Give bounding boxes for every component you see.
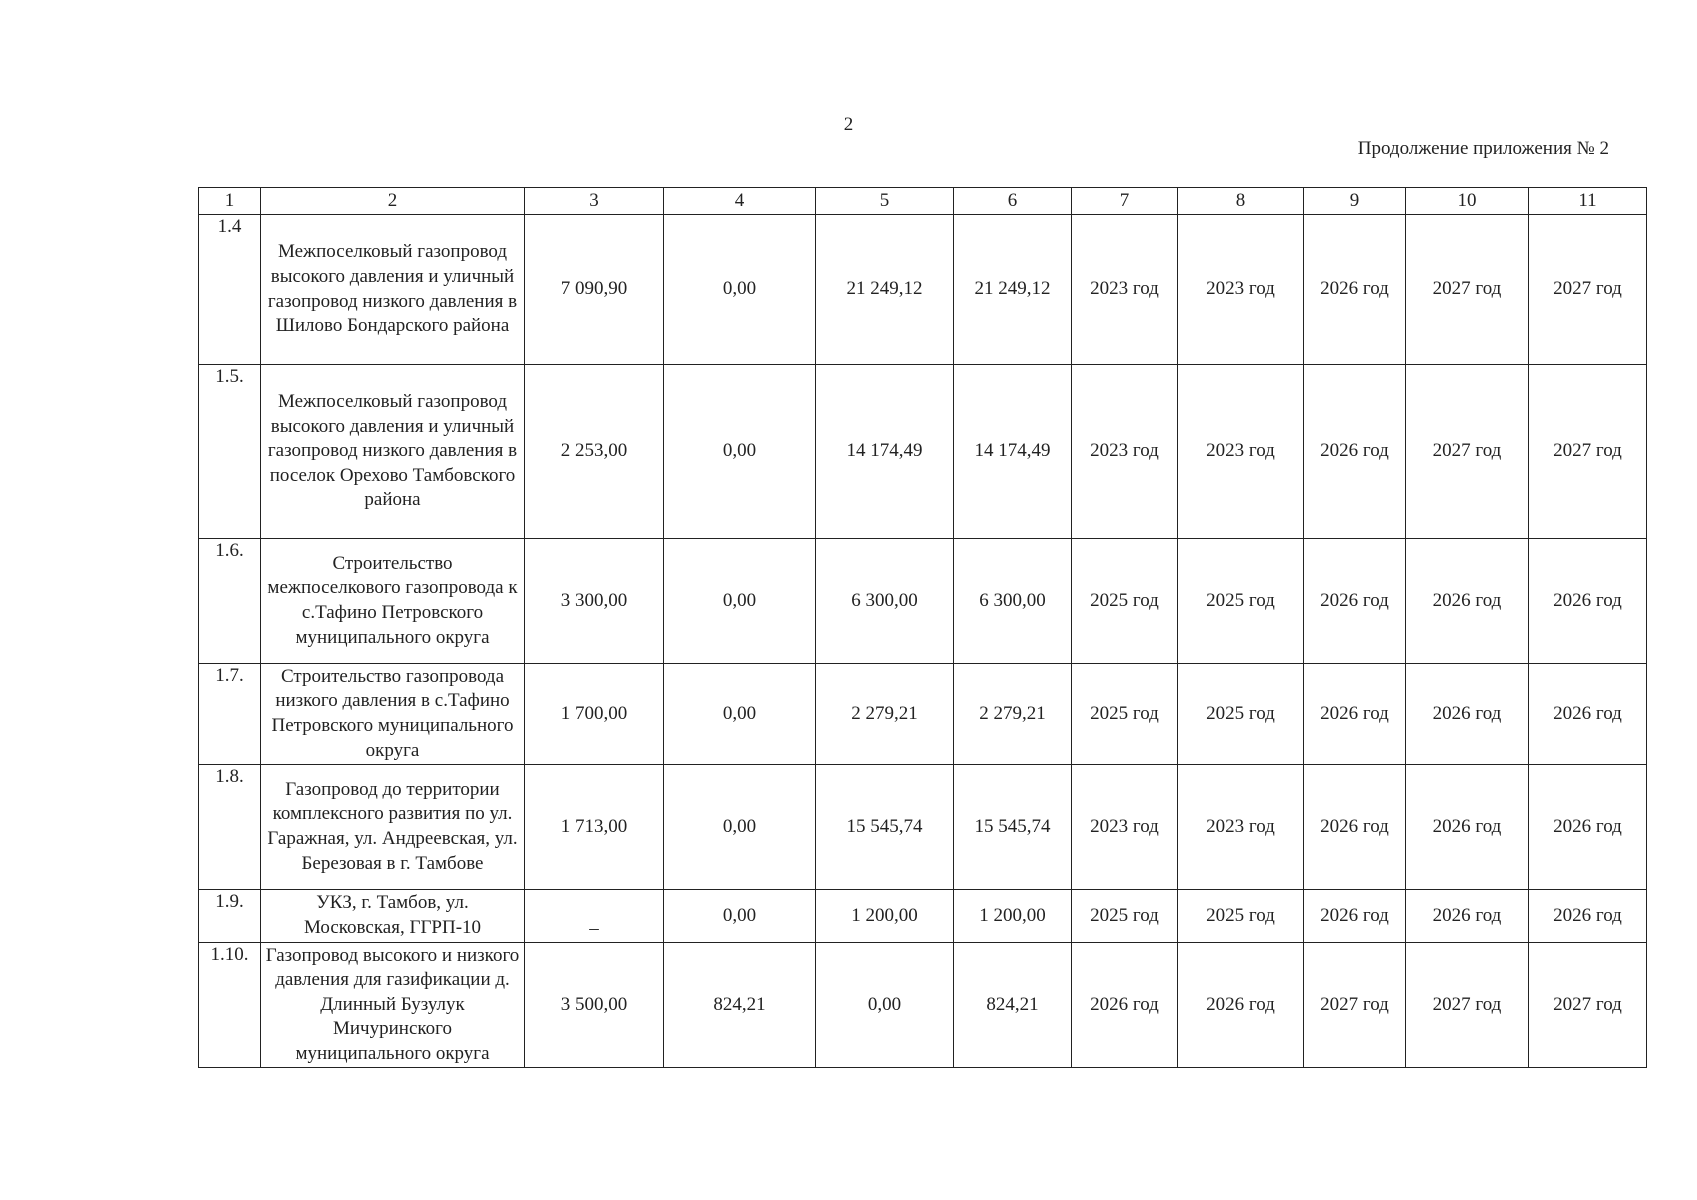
cell-col-3: 3 300,00 [525,539,664,664]
header-col-2: 2 [261,188,525,215]
object-name: Межпоселковый газопровод высокого давления и уличный газопровод низкого давления в поселок Орехово Тамбовского района [261,365,525,539]
cell-col-10: 2026 год [1406,539,1529,664]
cell-col-5: 14 174,49 [816,365,954,539]
table-row [199,943,1647,1068]
table-row [199,365,1647,539]
cell-col-8: 2025 год [1178,890,1304,943]
cell-col-5: 1 200,00 [816,890,954,943]
cell-col-7: 2023 год [1072,365,1178,539]
cell-col-7: 2025 год [1072,539,1178,664]
cell-col-11: 2027 год [1529,215,1647,365]
object-name: УКЗ, г. Тамбов, ул. Московская, ГГРП-10 [261,890,525,943]
table-row [199,890,1647,943]
table-row [199,539,1647,664]
header-col-3: 3 [525,188,664,215]
cell-col-4: 0,00 [664,215,816,365]
cell-col-9: 2026 год [1304,765,1406,890]
cell-col-3: 7 090,90 [525,215,664,365]
row-number: 1.7. [199,664,261,765]
cell-col-4: 0,00 [664,365,816,539]
object-name: Строительство межпоселкового газопровода к с.Тафино Петровского муниципального округа [261,539,525,664]
table-body [199,215,1647,1068]
row-number: 1.6. [199,539,261,664]
cell-col-9: 2026 год [1304,890,1406,943]
cell-col-8: 2023 год [1178,365,1304,539]
cell-col-8: 2023 год [1178,765,1304,890]
table-header [199,188,1647,215]
cell-col-9: 2026 год [1304,215,1406,365]
cell-col-10: 2027 год [1406,365,1529,539]
header-col-10: 10 [1406,188,1529,215]
cell-col-11: 2026 год [1529,539,1647,664]
header-row [199,188,1647,215]
cell-col-5: 2 279,21 [816,664,954,765]
cell-col-7: 2023 год [1072,215,1178,365]
cell-col-10: 2026 год [1406,890,1529,943]
cell-col-5: 6 300,00 [816,539,954,664]
cell-col-4: 0,00 [664,539,816,664]
cell-col-6: 21 249,12 [954,215,1072,365]
page-number: 2 [843,114,854,135]
cell-col-5: 21 249,12 [816,215,954,365]
cell-col-7: 2025 год [1072,664,1178,765]
table-row [199,215,1647,365]
appendix-continuation-label: Продолжение приложения № 2 [1357,138,1609,159]
cell-col-11: 2026 год [1529,890,1647,943]
cell-col-11: 2026 год [1529,664,1647,765]
cell-col-8: 2025 год [1178,539,1304,664]
cell-col-6: 2 279,21 [954,664,1072,765]
cell-col-6: 1 200,00 [954,890,1072,943]
cell-col-11: 2027 год [1529,943,1647,1068]
cell-col-5: 15 545,74 [816,765,954,890]
cell-col-3: 2 253,00 [525,365,664,539]
cell-col-9: 2026 год [1304,664,1406,765]
cell-col-5: 0,00 [816,943,954,1068]
row-number: 1.9. [199,890,261,943]
cell-col-9: 2027 год [1304,943,1406,1068]
cell-col-10: 2027 год [1406,215,1529,365]
cell-col-8: 2025 год [1178,664,1304,765]
cell-col-10: 2027 год [1406,943,1529,1068]
header-col-7: 7 [1072,188,1178,215]
cell-col-6: 6 300,00 [954,539,1072,664]
cell-col-11: 2026 год [1529,765,1647,890]
cell-col-7: 2026 год [1072,943,1178,1068]
cell-col-9: 2026 год [1304,365,1406,539]
cell-col-8: 2023 год [1178,215,1304,365]
header-col-8: 8 [1178,188,1304,215]
cell-col-4: 0,00 [664,890,816,943]
data-table [198,187,1647,1068]
header-col-9: 9 [1304,188,1406,215]
object-name: Межпоселковый газопровод высокого давления и уличный газопровод низкого давления в Шилово Бондарского района [261,215,525,365]
cell-col-3: 1 700,00 [525,664,664,765]
cell-col-9: 2026 год [1304,539,1406,664]
row-number: 1.5. [199,365,261,539]
cell-col-3: 3 500,00 [525,943,664,1068]
cell-col-8: 2026 год [1178,943,1304,1068]
cell-col-7: 2025 год [1072,890,1178,943]
header-col-5: 5 [816,188,954,215]
cell-col-4: 0,00 [664,765,816,890]
header-col-11: 11 [1529,188,1647,215]
cell-col-4: 0,00 [664,664,816,765]
header-col-4: 4 [664,188,816,215]
cell-col-3: 1 713,00 [525,765,664,890]
row-number: 1.4 [199,215,261,365]
row-number: 1.10. [199,943,261,1068]
cell-col-11: 2027 год [1529,365,1647,539]
cell-col-6: 824,21 [954,943,1072,1068]
cell-col-6: 15 545,74 [954,765,1072,890]
header-col-6: 6 [954,188,1072,215]
row-number: 1.8. [199,765,261,890]
table-row [199,765,1647,890]
object-name: Строительство газопровода низкого давления в с.Тафино Петровского муниципального округа [261,664,525,765]
cell-col-10: 2026 год [1406,765,1529,890]
table-row [199,664,1647,765]
cell-col-10: 2026 год [1406,664,1529,765]
cell-col-6: 14 174,49 [954,365,1072,539]
object-name: Газопровод высокого и низкого давления для газификации д. Длинный Бузулук Мичуринского муниципального округа [261,943,525,1068]
cell-col-4: 824,21 [664,943,816,1068]
object-name: Газопровод до территории комплексного развития по ул. Гаражная, ул. Андреевская, ул. Березовая в г. Тамбове [261,765,525,890]
cell-col-7: 2023 год [1072,765,1178,890]
header-col-1: 1 [199,188,261,215]
cell-col-3: – [525,890,664,943]
